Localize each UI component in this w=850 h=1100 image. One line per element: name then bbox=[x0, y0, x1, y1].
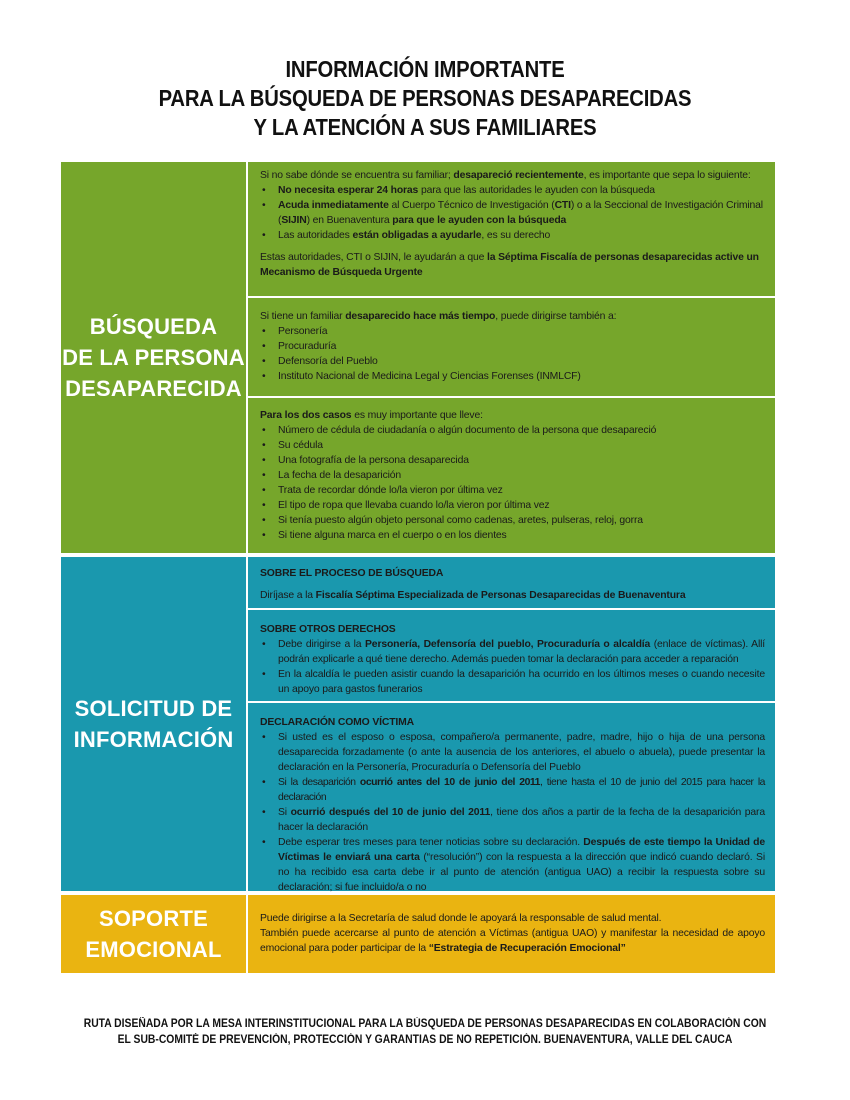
title-line-2: PARA LA BÚSQUEDA DE PERSONAS DESAPARECIDAS bbox=[158, 85, 692, 111]
list-item: • Defensoría del Pueblo bbox=[278, 354, 765, 369]
list-item: • Si tiene alguna marca en el cuerpo o en los dientes bbox=[278, 528, 765, 543]
list-item: • Número de cédula de ciudadanía o algún documento de la persona que desapareció bbox=[278, 423, 765, 438]
section-label-soporte: SOPORTE EMOCIONAL bbox=[61, 895, 246, 973]
busqueda-documentos-cell: Para los dos casos es muy importante que lleve: • Número de cédula de ciudadanía o algún documento de la persona que desapareció • Su cédula • Una fotografía de la persona desaparecida • La fecha de la desaparición • Trata de recordar dónde lo/la vieron por última vez • El tipo de ropa que llevaba cuando lo/la vieron por última vez • Si tenía puesto algún objeto personal como cadenas, aretes, pulseras, reloj, gorra • Si tiene alguna marca en el cuerpo o en los dientes bbox=[248, 398, 775, 553]
list-item: • En la alcaldía le pueden asistir cuando la desaparición ha ocurrido en los últimos meses o cuando necesite un apoyo para gastos funerarios bbox=[278, 667, 765, 697]
list-item: • No necesita esperar 24 horas para que las autoridades le ayuden con la búsqueda bbox=[278, 183, 765, 198]
list-item: • Su cédula bbox=[278, 438, 765, 453]
footer-line-1: RUTA DISEÑADA POR LA MESA INTERINSTITUCIONAL PARA LA BÚSQUEDA DE PERSONAS DESAPARECIDAS EN COLABORACIÓN CON bbox=[83, 1018, 767, 1030]
list-item: • Personería bbox=[278, 324, 765, 339]
list-item: • Trata de recordar dónde lo/la vieron por última vez bbox=[278, 483, 765, 498]
section-soporte bbox=[61, 895, 775, 973]
footer-line-2: EL SUB-COMITÉ DE PREVENCIÓN, PROTECCIÓN Y GARANTIAS DE NO REPETICIÓN. BUENAVENTURA, VALLE DEL CAUCA bbox=[117, 1034, 733, 1046]
section-busqueda bbox=[61, 162, 775, 553]
footer-credits bbox=[0, 1016, 850, 1048]
list-item: • Las autoridades están obligadas a ayudarle, es su derecho bbox=[278, 228, 765, 243]
page-title bbox=[51, 55, 799, 142]
soporte-cell: Puede dirigirse a la Secretaría de salud donde le apoyará la responsable de salud mental. También puede acercarse al punto de atención a Víctimas (antigua UAO) y manifestar la necesidad de apoyo emocional para poder participar de la “Estrategia de Recuperación Emocional” bbox=[248, 895, 775, 973]
solicitud-proceso-cell: SOBRE EL PROCESO DE BÚSQUEDA Diríjase a la Fiscalía Séptima Especializada de Personas Desaparecidas de Buenaventura bbox=[248, 557, 775, 608]
busqueda-antiguo-cell: Si tiene un familiar desaparecido hace más tiempo, puede dirigirse también a: • Personería • Procuraduría • Defensoría del Pueblo • Instituto Nacional de Medicina Legal y Ciencias Forenses (INMLCF) bbox=[248, 298, 775, 396]
list-item: • Debe esperar tres meses para tener noticias sobre su declaración. Después de este tiempo la Unidad de Víctimas le enviará una carta (“resolución”) con la respuesta a la dirección que indicó cuando declaró. Si no ha recibido esa carta debe ir al punto de atención (antigua UAO) a recibir la respuesta sobre su declaración; si fue incluido/a o no bbox=[278, 835, 765, 895]
list-item: • Instituto Nacional de Medicina Legal y Ciencias Forenses (INMLCF) bbox=[278, 369, 765, 384]
list-item: • Si usted es el esposo o esposa, compañero/a permanente, padre, madre, hijo o hija de una persona desaparecida forzadamente (o ante la ausencia de los anteriores, el abuelo o abuela), puede presentar la declaración en la Personería, Procuraduría o Defensoría del Pueblo bbox=[278, 730, 765, 775]
solicitud-derechos-cell: SOBRE OTROS DERECHOS • Debe dirigirse a la Personería, Defensoría del pueblo, Procuraduría o alcaldía (enlace de víctimas). Allí podrán explicarle a qué tiene derecho. Además pueden tomar la declaración para acceder a reparación • En la alcaldía le pueden asistir cuando la desaparición ha ocurrido en los últimos meses o cuando necesite un apoyo para gastos funerarios bbox=[248, 610, 775, 701]
section-label-busqueda: BÚSQUEDA DE LA PERSONA DESAPARECIDA bbox=[61, 162, 246, 553]
list-item: • Si tenía puesto algún objeto personal como cadenas, aretes, pulseras, reloj, gorra bbox=[278, 513, 765, 528]
list-item: • El tipo de ropa que llevaba cuando lo/la vieron por última vez bbox=[278, 498, 765, 513]
list-item: • Si la desaparición ocurrió antes del 10 de junio del 2011, tiene hasta el 10 de junio del 2015 para hacer la declaración bbox=[278, 775, 765, 805]
list-item: • Procuraduría bbox=[278, 339, 765, 354]
list-item: • Acuda inmediatamente al Cuerpo Técnico de Investigación (CTI) o a la Seccional de Investigación Criminal (SIJIN) en Buenaventura para que le ayuden con la búsqueda bbox=[278, 198, 765, 228]
title-line-1: INFORMACIÓN IMPORTANTE bbox=[285, 56, 565, 82]
section-label-solicitud: SOLICITUD DE INFORMACIÓN bbox=[61, 557, 246, 891]
solicitud-declaracion-cell: DECLARACIÓN COMO VÍCTIMA • Si usted es el esposo o esposa, compañero/a permanente, padre, madre, hijo o hija de una persona desaparecida forzadamente (o ante la ausencia de los anteriores, el abuelo o abuela), puede presentar la declaración en la Personería, Procuraduría o Defensoría del Pueblo • Si la desaparición ocurrió antes del 10 de junio del 2011, tiene hasta el 10 de junio del 2015 para hacer la declaración • Si ocurrió después del 10 de junio del 2011, tiene dos años a partir de la fecha de la desaparición para hacer la declaración • Debe esperar tres meses para tener noticias sobre su declaración. Después de este tiempo la Unidad de Víctimas le enviará una carta (“resolución”) con la respuesta a la dirección que indicó cuando declaró. Si no ha recibido esa carta debe ir al punto de atención (antigua UAO) a recibir la respuesta sobre su declaración; si fue incluido/a o no bbox=[248, 703, 775, 891]
section-solicitud bbox=[61, 557, 775, 891]
list-item: • La fecha de la desaparición bbox=[278, 468, 765, 483]
list-item: • Debe dirigirse a la Personería, Defensoría del pueblo, Procuraduría o alcaldía (enlace de víctimas). Allí podrán explicarle a qué tiene derecho. Además pueden tomar la declaración para acceder a reparación bbox=[278, 637, 765, 667]
title-line-3: Y LA ATENCIÓN A SUS FAMILIARES bbox=[253, 114, 597, 140]
list-item: • Una fotografía de la persona desaparecida bbox=[278, 453, 765, 468]
list-item: • Si ocurrió después del 10 de junio del 2011, tiene dos años a partir de la fecha de la desaparición para hacer la declaración bbox=[278, 805, 765, 835]
busqueda-reciente-cell: Si no sabe dónde se encuentra su familiar; desapareció recientemente, es importante que sepa lo siguiente: • No necesita esperar 24 horas para que las autoridades le ayuden con la búsqueda • Acuda inmediatamente al Cuerpo Técnico de Investigación (CTI) o a la Seccional de Investigación Criminal (SIJIN) en Buenaventura para que le ayuden con la búsqueda • Las autoridades están obligadas a ayudarle, es su derecho Estas autoridades, CTI o SIJIN, le ayudarán a que la Séptima Fiscalía de personas desaparecidas active un Mecanismo de Búsqueda Urgente bbox=[248, 162, 775, 296]
